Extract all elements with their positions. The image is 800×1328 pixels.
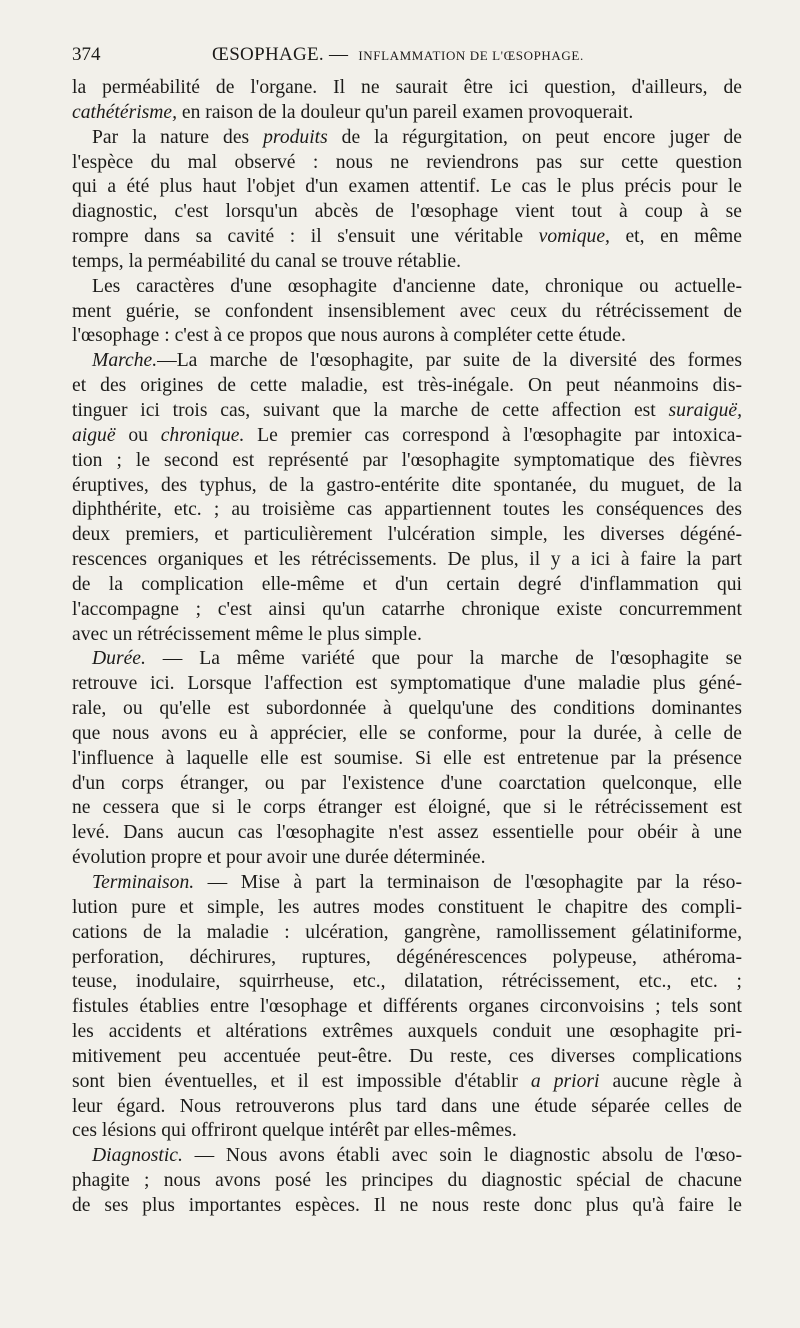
text-segment: l'œsophage : c'est à ce propos que nous aurons à compléter cette étude.: [72, 325, 626, 347]
text-segment: les accidents et altérations extrêmes auxquels conduit une œsophagite pri-: [72, 1021, 742, 1043]
text-segment: de la régurgitation, on peut encore juger de: [327, 126, 742, 148]
text-segment: cations de la maladie : ulcération, gangrène, ramollissement gélatiniforme,: [72, 921, 742, 943]
text-line: [72, 772, 742, 797]
text-segment: diphthérite, etc. ; au troisième cas appartiennent toutes les conséquences des: [72, 499, 742, 521]
text-line: [72, 374, 742, 399]
text-segment: Par la nature des: [92, 126, 264, 148]
text-line: [72, 1095, 742, 1120]
text-segment: tinguer ici trois cas, suivant que la marche de cette affection est: [72, 399, 669, 421]
text-segment: la perméabilité de l'organe. Il ne saurait être ici question, d'ailleurs, de: [72, 77, 742, 98]
text-line: [72, 796, 742, 821]
text-segment: de la complication elle-même et d'un certain degré d'inflammation qui: [72, 573, 742, 595]
text-line: [72, 250, 742, 275]
text-line: [72, 474, 742, 499]
text-segment: rescences organiques et les rétrécissements. De plus, il y a ici à faire la part: [72, 549, 742, 571]
text-segment: en raison de la douleur qu'un pareil examen provoquerait.: [177, 101, 634, 123]
text-line: [72, 399, 742, 424]
text-segment: mitivement peu accentuée peut-être. Du reste, ces diverses complications: [72, 1045, 742, 1067]
text-line: [72, 970, 742, 995]
text-line: [72, 349, 742, 374]
text-line: [72, 647, 742, 672]
text-line: [72, 871, 742, 896]
text-line: [72, 1169, 742, 1194]
text-segment: temps, la perméabilité du canal se trouve rétablie.: [72, 250, 461, 272]
text-segment: ces lésions qui offriront quelque intérêt par elles-mêmes.: [72, 1120, 517, 1142]
text-segment: — Mise à part la terminaison de l'œsophagite par la réso-: [194, 872, 742, 893]
italic-text: aiguë: [72, 424, 116, 446]
italic-text: Durée.: [92, 648, 146, 670]
text-segment: aucune règle à: [599, 1070, 742, 1092]
text-line: [72, 498, 742, 523]
text-segment: phagite ; nous avons posé les principes du diagnostic spécial de chacune: [72, 1170, 742, 1192]
italic-text: vomique,: [538, 226, 610, 248]
italic-text: Terminaison.: [92, 872, 195, 893]
text-segment: éruptives, des typhus, de la gastro-entérite dite spontanée, du muguet, de la: [72, 474, 742, 496]
text-line: [72, 225, 742, 250]
text-line: [72, 275, 742, 300]
text-line: [72, 151, 742, 176]
text-line: [72, 821, 742, 846]
text-line: [72, 672, 742, 697]
text-line: [72, 200, 742, 225]
text-segment: lution pure et simple, les autres modes constituent le chapitre des compli-: [72, 896, 742, 918]
text-segment: —La marche de l'œsophagite, par suite de la diversité des formes: [157, 350, 742, 372]
text-line: [72, 101, 742, 126]
text-segment: ne cessera que si le corps étranger est éloigné, que si le rétrécissement est: [72, 797, 742, 819]
text-segment: ou: [115, 424, 161, 446]
text-segment: Le premier cas correspond à l'œsophagite par intoxica-: [244, 424, 743, 446]
text-segment: — La même variété que pour la marche de l'œsophagite se: [145, 648, 742, 670]
text-segment: l'accompagne ; c'est ainsi qu'un catarrhe chronique existe concurremment: [72, 598, 742, 620]
italic-text: produits: [263, 126, 328, 148]
text-segment: teuse, inodulaire, squirrheuse, etc., dilatation, rétrécissement, etc., etc. ;: [72, 971, 742, 993]
text-line: [72, 324, 742, 349]
text-line: [72, 1070, 742, 1095]
text-segment: évolution propre et pour avoir une durée déterminée.: [72, 847, 486, 869]
running-subtitle: INFLAMMATION DE L'ŒSOPHAGE.: [358, 48, 584, 63]
text-line: [72, 921, 742, 946]
body-text: [72, 76, 742, 1219]
italic-text: chronique.: [160, 424, 245, 446]
running-header: [72, 44, 742, 74]
text-segment: sont bien éventuelles, et il est impossible d'établir: [72, 1070, 531, 1092]
text-segment: leur égard. Nous retrouverons plus tard dans une étude séparée celles de: [72, 1095, 742, 1117]
text-segment: d'un corps étranger, ou par l'existence d'une coarctation quelconque, elle: [72, 772, 742, 794]
text-line: [72, 1045, 742, 1070]
text-segment: et, en même: [609, 226, 742, 248]
text-line: [72, 598, 742, 623]
text-line: [72, 747, 742, 772]
text-segment: levé. Dans aucun cas l'œsophagite n'est assez essentielle pour obéir à une: [72, 822, 742, 844]
text-segment: rale, ou qu'elle est subordonnée à quelqu'une des conditions dominantes: [72, 698, 742, 720]
text-segment: ment guérie, se confondent insensiblement avec ceux du rétrécissement de: [72, 300, 742, 322]
text-line: [72, 995, 742, 1020]
text-segment: de ses plus importantes espèces. Il ne nous reste donc plus qu'à faire le: [72, 1194, 742, 1216]
text-line: [72, 722, 742, 747]
text-line: [72, 1119, 742, 1144]
text-line: [72, 523, 742, 548]
text-line: [72, 946, 742, 971]
text-line: [72, 424, 742, 449]
text-segment: deux premiers, et particulièrement l'ulcération simple, les diverses dégéné-: [72, 524, 742, 546]
italic-text: Diagnostic.: [92, 1145, 183, 1167]
text-line: [72, 623, 742, 648]
text-line: [72, 1144, 742, 1169]
text-line: [72, 449, 742, 474]
text-line: [72, 896, 742, 921]
text-line: [72, 573, 742, 598]
text-line: [72, 76, 742, 101]
text-segment: rompre dans sa cavité : il s'ensuit une véritable: [72, 226, 539, 248]
text-segment: et des origines de cette maladie, est très-inégale. On peut néanmoins dis-: [72, 375, 742, 397]
italic-text: suraiguë,: [668, 399, 742, 421]
text-line: [72, 126, 742, 151]
italic-text: a priori: [530, 1070, 600, 1092]
text-segment: fistules établies entre l'œsophage et différents organes circonvoisins ; tels sont: [72, 996, 742, 1018]
text-segment: perforation, déchirures, ruptures, dégénérescences polypeuse, athéroma-: [72, 946, 742, 968]
text-line: [72, 1020, 742, 1045]
text-segment: avec un rétrécissement même le plus simple.: [72, 623, 422, 645]
text-segment: Les caractères d'une œsophagite d'ancienne date, chronique ou actuelle-: [92, 275, 742, 297]
text-line: [72, 175, 742, 200]
text-segment: — Nous avons établi avec soin le diagnostic absolu de l'œso-: [182, 1145, 742, 1167]
text-segment: que nous avons eu à apprécier, elle se conforme, pour la durée, à celle de: [72, 722, 742, 744]
italic-text: Marche.: [92, 350, 158, 372]
text-segment: retrouve ici. Lorsque l'affection est symptomatique d'une maladie plus géné-: [72, 673, 742, 695]
running-title: ŒSOPHAGE. —: [212, 44, 349, 65]
page-number: 374: [72, 44, 101, 65]
text-segment: l'influence à laquelle elle est soumise. Si elle est entretenue par la présence: [72, 747, 742, 769]
italic-text: cathétérisme,: [72, 101, 178, 123]
text-line: [72, 846, 742, 871]
text-segment: tion ; le second est représenté par l'œsophagite symptomatique des fièvres: [72, 449, 742, 471]
text-segment: qui a été plus haut l'objet d'un examen attentif. Le cas le plus précis pour le: [72, 176, 742, 198]
text-line: [72, 300, 742, 325]
text-segment: l'espèce du mal observé : nous ne reviendrons pas sur cette question: [72, 151, 742, 173]
text-line: [72, 697, 742, 722]
text-line: [72, 548, 742, 573]
text-line: [72, 1194, 742, 1219]
text-segment: diagnostic, c'est lorsqu'un abcès de l'œsophage vient tout à coup à se: [72, 201, 742, 223]
